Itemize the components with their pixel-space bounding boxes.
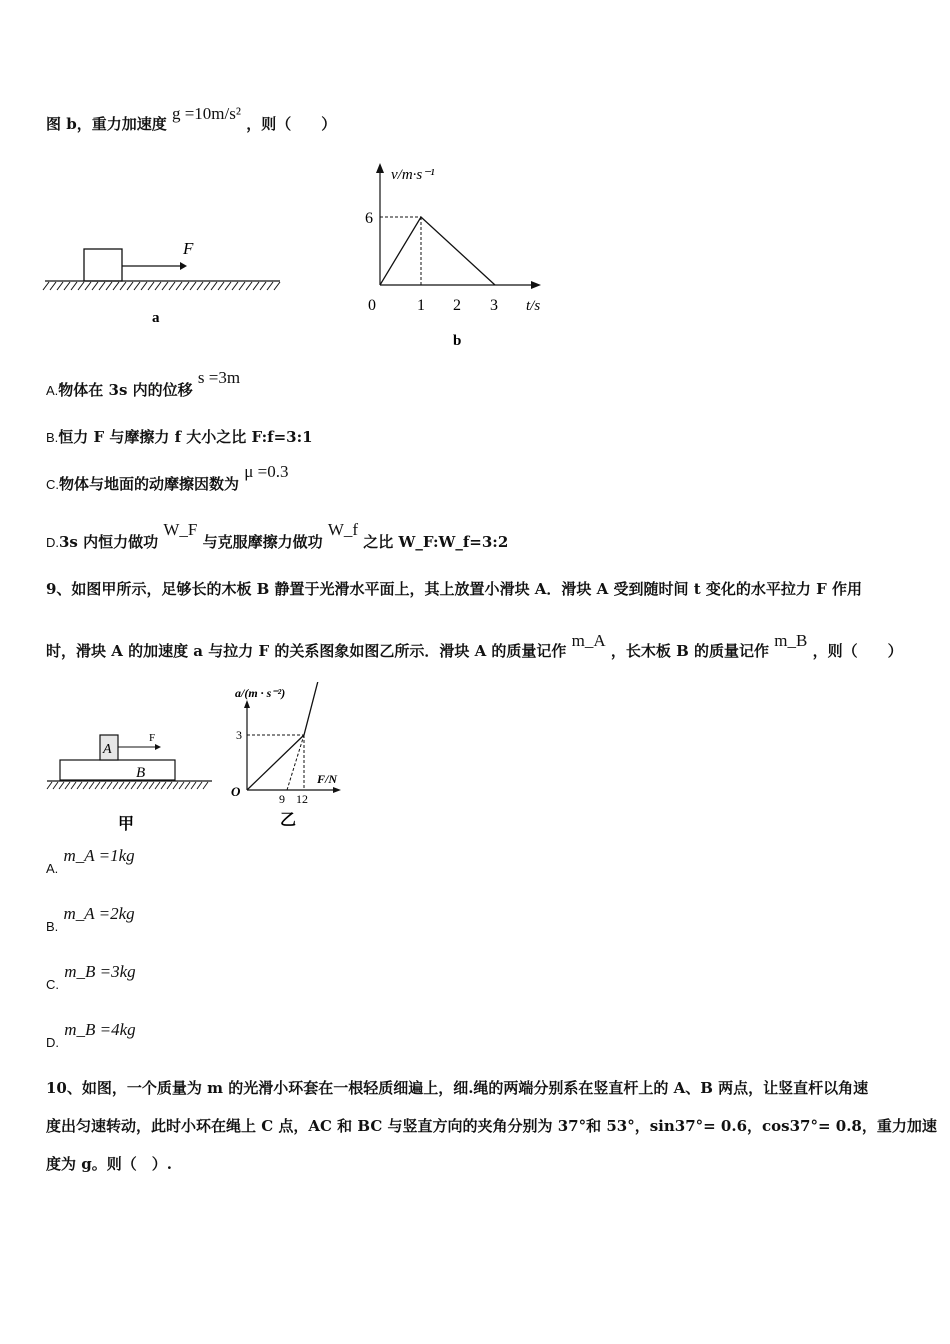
option-a-text: 物体在 3s 内的位移 — [58, 381, 193, 399]
gravity-formula: g =10m/s² — [171, 104, 241, 123]
option-c-math: m_B =3kg — [64, 962, 136, 981]
option-letter: D. — [46, 535, 59, 550]
q9-line-2 — [46, 631, 903, 661]
x-tick-0: 0 — [368, 297, 376, 314]
y-tick-3: 3 — [236, 728, 242, 742]
block-a-label: A — [103, 742, 112, 757]
option-d-text-2: 与克服摩擦力做功 — [202, 533, 323, 551]
q9-line-2-mid: ，长木板 B 的质量记作 — [610, 642, 770, 660]
velocity-line — [380, 217, 495, 285]
y-axis-label: v/m·s⁻¹ — [391, 167, 435, 183]
option-c-text: 物体与地面的动摩擦因数为 — [59, 475, 240, 493]
option-b-text: 恒力 F 与摩擦力 f 大小之比 F:f=3:1 — [58, 428, 313, 446]
option-a-math: m_A =1kg — [63, 846, 135, 865]
y-axis-arrow — [244, 700, 250, 708]
option-letter: A. — [46, 383, 59, 398]
q9-option-d[interactable] — [46, 1020, 136, 1053]
q8-intro — [46, 104, 337, 134]
figure-yi-caption: 乙 — [280, 812, 297, 829]
x-tick-9: 9 — [279, 792, 285, 806]
q10-line-2: 度出匀速转动，此时小环在绳上 C 点，AC 和 BC 与竖直方向的夹角分别为 37°和 53°，sin37°= 0.6，cos37°= 0.8，重力加速 — [46, 1117, 937, 1135]
x-tick-2: 2 — [453, 297, 461, 314]
block-b-label: B — [136, 765, 146, 781]
y-axis-arrow — [376, 163, 384, 173]
origin-label: O — [231, 784, 241, 799]
q10-line-3: 度为 g。则（ ）. — [46, 1155, 172, 1173]
y-axis-label: a/(m · s⁻²) — [235, 686, 286, 700]
option-letter: A. — [46, 861, 59, 876]
option-b-math: m_A =2kg — [63, 904, 135, 923]
option-letter: D. — [46, 1035, 59, 1050]
force-label: F — [183, 239, 194, 258]
figure-a — [40, 230, 290, 330]
q9-option-c[interactable] — [46, 962, 136, 995]
x-axis-arrow — [333, 787, 341, 793]
option-d-text-3: 之比 W_F:W_f=3:2 — [363, 533, 509, 551]
q9-line-2-post: ，则（ ） — [812, 642, 903, 660]
force-arrowhead — [180, 262, 187, 270]
q8-option-a[interactable] — [46, 368, 241, 401]
block — [84, 249, 122, 281]
option-a-math: s =3m — [197, 368, 241, 387]
ground-hatching — [43, 282, 280, 290]
ground-hatching — [47, 782, 208, 789]
x-tick-1: 1 — [417, 297, 425, 314]
x-tick-12: 12 — [296, 792, 308, 806]
figure-a-caption: a — [152, 310, 160, 326]
force-arrowhead — [155, 744, 161, 750]
x-axis-label: t/s — [526, 298, 541, 314]
x-axis-arrow — [531, 281, 541, 289]
q10-line-1: 10、如图，一个质量为 m 的光滑小环套在一根轻质细遍上，细.绳的两端分别系在竖直杆上的 A、B 两点，让竖直杆以角速 — [46, 1079, 869, 1097]
q8-option-c[interactable] — [46, 462, 289, 495]
option-letter: B. — [46, 919, 59, 934]
force-label: F — [149, 732, 156, 744]
option-d-math-2: W_f — [327, 520, 359, 539]
q8-intro-pre: 图 b，重力加速度 — [46, 115, 167, 133]
figure-jia-caption: 甲 — [118, 816, 135, 833]
x-tick-3: 3 — [490, 297, 498, 314]
option-d-text-1: 3s 内恒力做功 — [59, 533, 159, 551]
option-letter: B. — [46, 430, 59, 445]
option-d-math-1: W_F — [163, 520, 198, 539]
figure-b-caption: b — [453, 333, 462, 349]
figure-jia — [44, 725, 219, 835]
figure-yi — [225, 682, 365, 832]
q9-line-2-pre: 时，滑块 A 的加速度 a 与拉力 F 的关系图象如图乙所示．滑块 A 的质量记作 — [46, 642, 567, 660]
q9-line-1: 9、如图甲所示，足够长的木板 B 静置于光滑水平面上，其上放置小滑块 A．滑块 A 受到随时间 t 变化的水平拉力 F 作用 — [46, 580, 862, 598]
q8-option-b[interactable] — [46, 427, 313, 448]
option-d-math: m_B =4kg — [64, 1020, 136, 1039]
q9-mass-a-symbol: m_A — [571, 631, 606, 650]
option-c-math: μ =0.3 — [244, 462, 289, 481]
option-letter: C. — [46, 977, 59, 992]
q8-intro-post: ，则（ ） — [246, 115, 337, 133]
option-letter: C. — [46, 477, 59, 492]
x-axis-label: F/N — [317, 772, 338, 786]
figure-b — [355, 155, 565, 355]
q9-mass-b-symbol: m_B — [774, 631, 808, 650]
q9-option-b[interactable] — [46, 904, 135, 937]
y-tick-6: 6 — [365, 210, 373, 227]
q9-option-a[interactable] — [46, 846, 135, 879]
q8-option-d[interactable] — [46, 520, 509, 553]
block-b — [60, 760, 175, 780]
